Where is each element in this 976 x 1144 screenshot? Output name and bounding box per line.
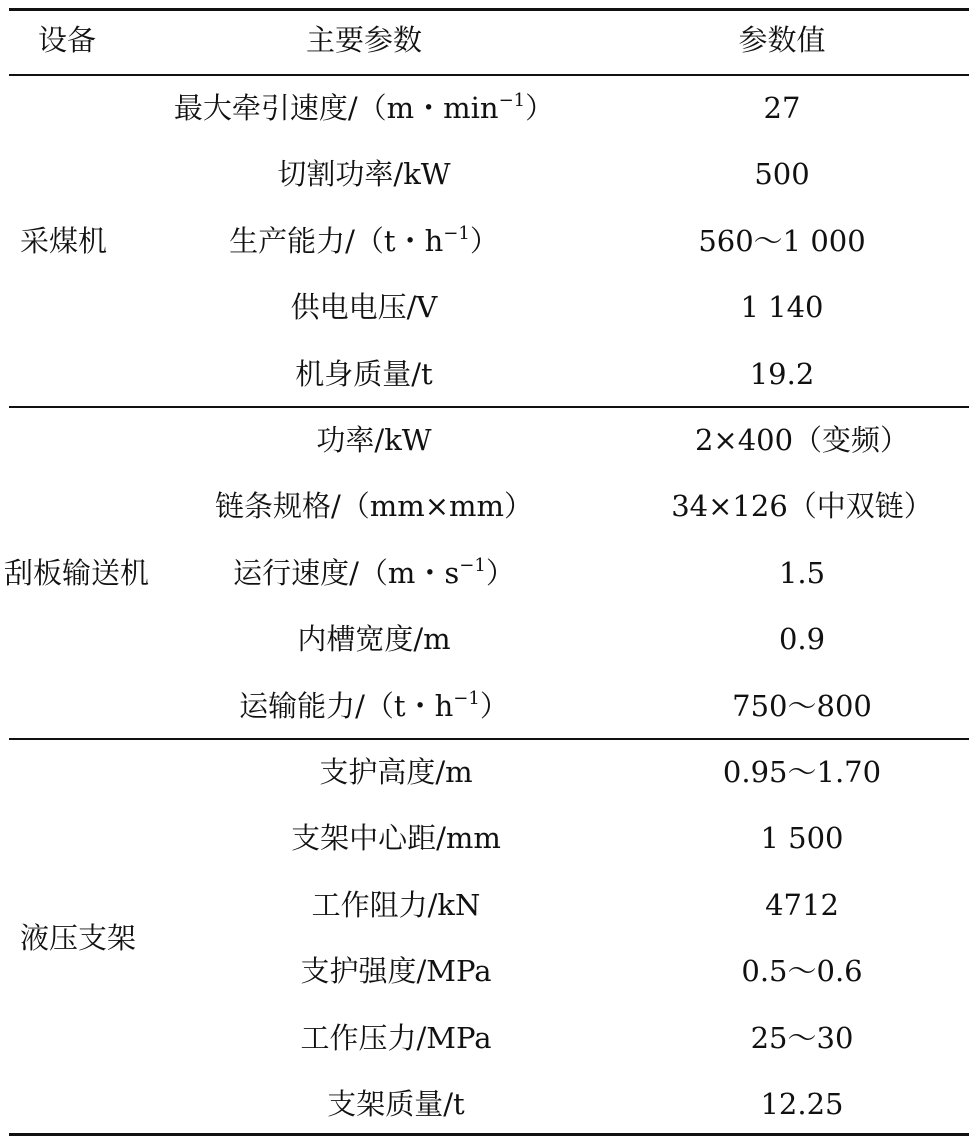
device-cell: 刮板输送机: [4, 555, 150, 590]
parameter-cell: [319, 752, 472, 792]
parameter-cell: [174, 88, 554, 128]
parameter-label: 支护高度/m: [319, 755, 473, 789]
parameter-label: 生产能力/（t・h: [229, 223, 444, 258]
parameter-cell: [229, 221, 499, 261]
parameter-label: 支架质量/t: [327, 1087, 465, 1121]
parameter-label-tail: ）: [469, 223, 499, 258]
device-cell: 采煤机: [20, 223, 108, 258]
parameter-label: 供电电压/V: [290, 290, 438, 325]
parameter-label: 支护强度/MPa: [300, 954, 492, 989]
parameter-cell: [301, 1018, 492, 1058]
group-separator-rule: [9, 406, 969, 408]
value-cell: 12.25: [760, 1087, 844, 1121]
parameter-label: 切割功率/kW: [277, 157, 451, 192]
value-cell: 0.9: [778, 622, 826, 657]
value-cell: 750～800: [732, 688, 872, 723]
parameter-cell: [295, 354, 432, 394]
table-top-rule: [9, 8, 969, 11]
value-cell: 19.2: [749, 356, 815, 391]
header-parameter: 主要参数: [305, 23, 423, 57]
parameter-label-tail: ）: [479, 688, 509, 723]
parameter-cell: [297, 619, 450, 659]
parameter-cell: [291, 287, 438, 327]
parameter-label: 支架中心距/mm: [291, 821, 501, 856]
header-value: 参数值: [738, 23, 826, 57]
parameter-cell: [215, 486, 533, 526]
parameter-label: 内槽宽度/m: [297, 622, 451, 657]
value-cell: 4712: [765, 887, 839, 922]
parameter-cell: [277, 154, 450, 194]
parameter-cell: [312, 885, 481, 925]
table-bottom-rule: [9, 1133, 969, 1136]
group-separator-rule: [9, 738, 969, 740]
parameter-label: 功率/kW: [316, 423, 432, 457]
parameter-cell: [239, 686, 509, 726]
parameter-cell: [316, 420, 431, 460]
value-cell: 34×126（中双链）: [671, 489, 933, 524]
parameter-cell: [301, 951, 492, 991]
unit-exponent: −1: [459, 554, 486, 576]
value-cell: 500: [754, 157, 810, 192]
parameter-label: 链条规格/（mm×mm）: [214, 489, 534, 524]
parameter-label: 机身质量/t: [295, 356, 433, 391]
parameter-cell: [291, 818, 501, 858]
unit-exponent: −1: [453, 687, 480, 709]
parameter-label-tail: ）: [485, 555, 515, 590]
parameter-label: 工作压力/MPa: [300, 1020, 492, 1055]
value-cell: 2×400（变频）: [694, 423, 910, 457]
parameter-label: 最大牵引速度/（m・min: [173, 91, 499, 125]
device-cell: 液压支架: [20, 921, 137, 955]
unit-exponent: −1: [498, 90, 526, 111]
parameter-label: 运输能力/（t・h: [239, 688, 454, 723]
parameter-label: 运行速度/（m・s: [233, 555, 460, 590]
unit-exponent: −1: [443, 222, 470, 244]
parameter-label-tail: ）: [525, 91, 555, 125]
value-cell: 27: [763, 91, 801, 125]
value-cell: 0.95～1.70: [722, 755, 882, 789]
parameter-label: 工作阻力/kN: [311, 887, 481, 922]
value-cell: 560～1 000: [698, 223, 866, 258]
parameter-cell: [327, 1084, 464, 1124]
table-header-rule: [9, 74, 969, 76]
parameter-cell: [233, 553, 515, 593]
value-cell: 1.5: [778, 555, 826, 590]
value-cell: 1 140: [740, 290, 824, 325]
header-device: 设备: [38, 23, 97, 57]
value-cell: 0.5～0.6: [741, 954, 863, 989]
value-cell: 1 500: [760, 821, 844, 856]
value-cell: 25～30: [750, 1020, 854, 1055]
